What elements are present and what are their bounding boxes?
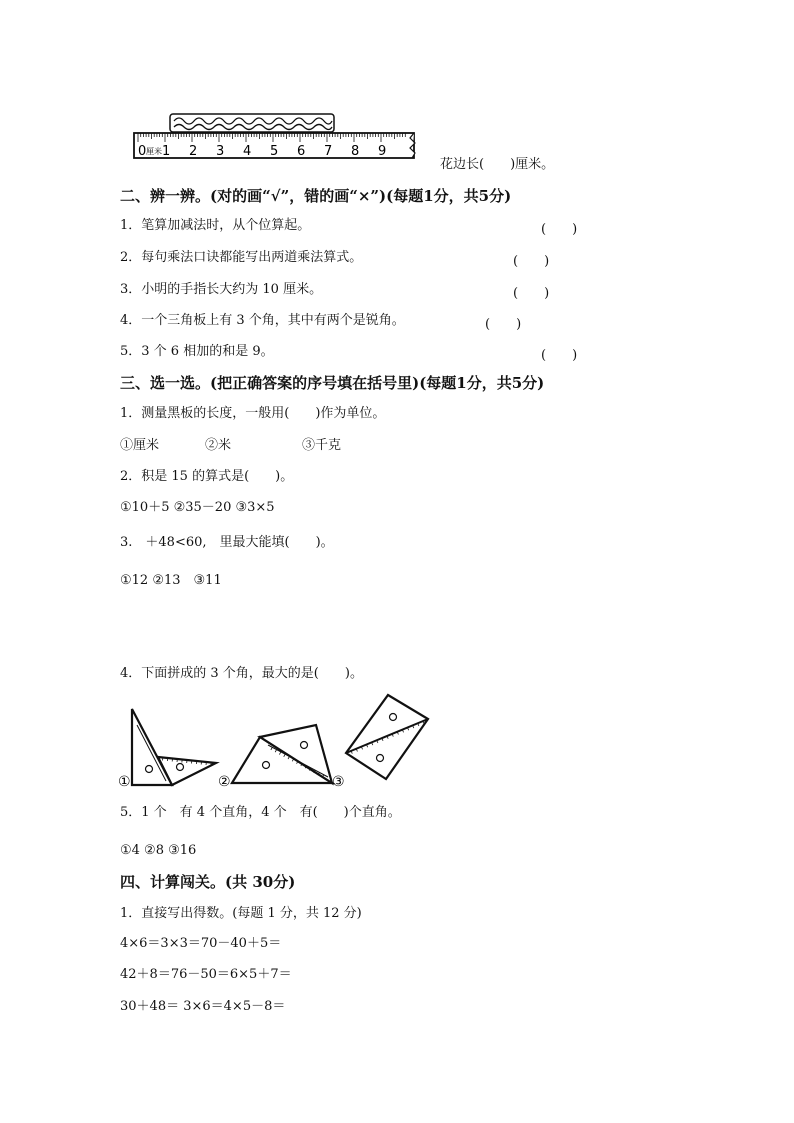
section4-heading: 四、计算闯关。(共 30分) (120, 873, 296, 891)
s2-blank-3[interactable]: ( ) (513, 286, 550, 301)
ruler-number: 9 (378, 144, 387, 159)
s3-q2: 2．积是 15 的算式是( )。 (120, 469, 294, 484)
s4-sub1: 1．直接写出得数。(每题 1 分，共 12 分) (120, 906, 362, 921)
s2-blank-1[interactable]: ( ) (541, 222, 578, 237)
ruler-number: 5 (270, 144, 279, 159)
angle-figure-1 (132, 709, 216, 785)
s4-row-1: 4×6＝3×3＝70－40＋5＝ (120, 936, 282, 951)
s3-q5-options: ①4 ②8 ③16 (120, 843, 197, 858)
s3-q2-options: ①10＋5 ②35－20 ③3×5 (120, 500, 275, 515)
ruler-number: 7 (324, 144, 333, 159)
s3-q1-option-3: ③千克 (302, 438, 342, 453)
s2-item-2: 2．每句乘法口诀都能写出两道乘法算式。 (120, 250, 363, 265)
ruler-figure (132, 112, 417, 160)
s2-item-1: 1．笔算加减法时，从个位算起。 (120, 218, 311, 233)
s3-q3: 3. ＋48<60, 里最大能填( )。 (120, 535, 334, 550)
ruler-number: 0 (138, 144, 147, 159)
angle-label-3: ③ (332, 774, 345, 790)
s2-blank-5[interactable]: ( ) (541, 348, 578, 363)
s2-item-5: 5．3 个 6 相加的和是 9。 (120, 344, 274, 359)
angle-figure-3 (346, 695, 428, 779)
s3-q4: 4．下面拼成的 3 个角，最大的是( )。 (120, 666, 363, 681)
set-square-figures (118, 695, 438, 795)
angle-label-2: ② (218, 774, 231, 790)
ruler-number: 6 (297, 144, 306, 159)
s3-q3-options: ①12 ②13 ③11 (120, 573, 222, 588)
section3-heading: 三、选一选。(把正确答案的序号填在括号里)(每题1分，共5分) (120, 374, 545, 392)
s2-blank-4[interactable]: ( ) (485, 317, 522, 332)
ruler-number: 1 (162, 144, 171, 159)
s4-row-2: 42＋8＝76－50＝6×5＋7＝ (120, 967, 292, 982)
s3-q5: 5．1 个 有 4 个直角，4 个 有( )个直角。 (120, 805, 401, 820)
section2-heading: 二、辨一辨。(对的画“√”，错的画“×”)(每题1分，共5分) (120, 187, 512, 205)
s3-q1: 1．测量黑板的长度，一般用( )作为单位。 (120, 406, 386, 421)
ruler-number: 8 (351, 144, 360, 159)
s2-item-3: 3．小明的手指长大约为 10 厘米。 (120, 282, 323, 297)
s4-row-3: 30＋48＝ 3×6＝4×5－8＝ (120, 999, 286, 1014)
angle-figure-2 (232, 725, 332, 783)
ruler-number: 4 (243, 144, 252, 159)
s3-q1-option-2: ②米 (205, 438, 232, 453)
ruler-unit-label: 厘米 (146, 147, 162, 156)
s3-q1-option-1: ①厘米 (120, 438, 160, 453)
ruler-number: 2 (189, 144, 198, 159)
ruler-number: 3 (216, 144, 225, 159)
s2-blank-2[interactable]: ( ) (513, 254, 550, 269)
ruler-caption: 花边长( )厘米。 (440, 157, 555, 172)
angle-label-1: ① (118, 774, 131, 790)
s2-item-4: 4．一个三角板上有 3 个角，其中有两个是锐角。 (120, 313, 405, 328)
